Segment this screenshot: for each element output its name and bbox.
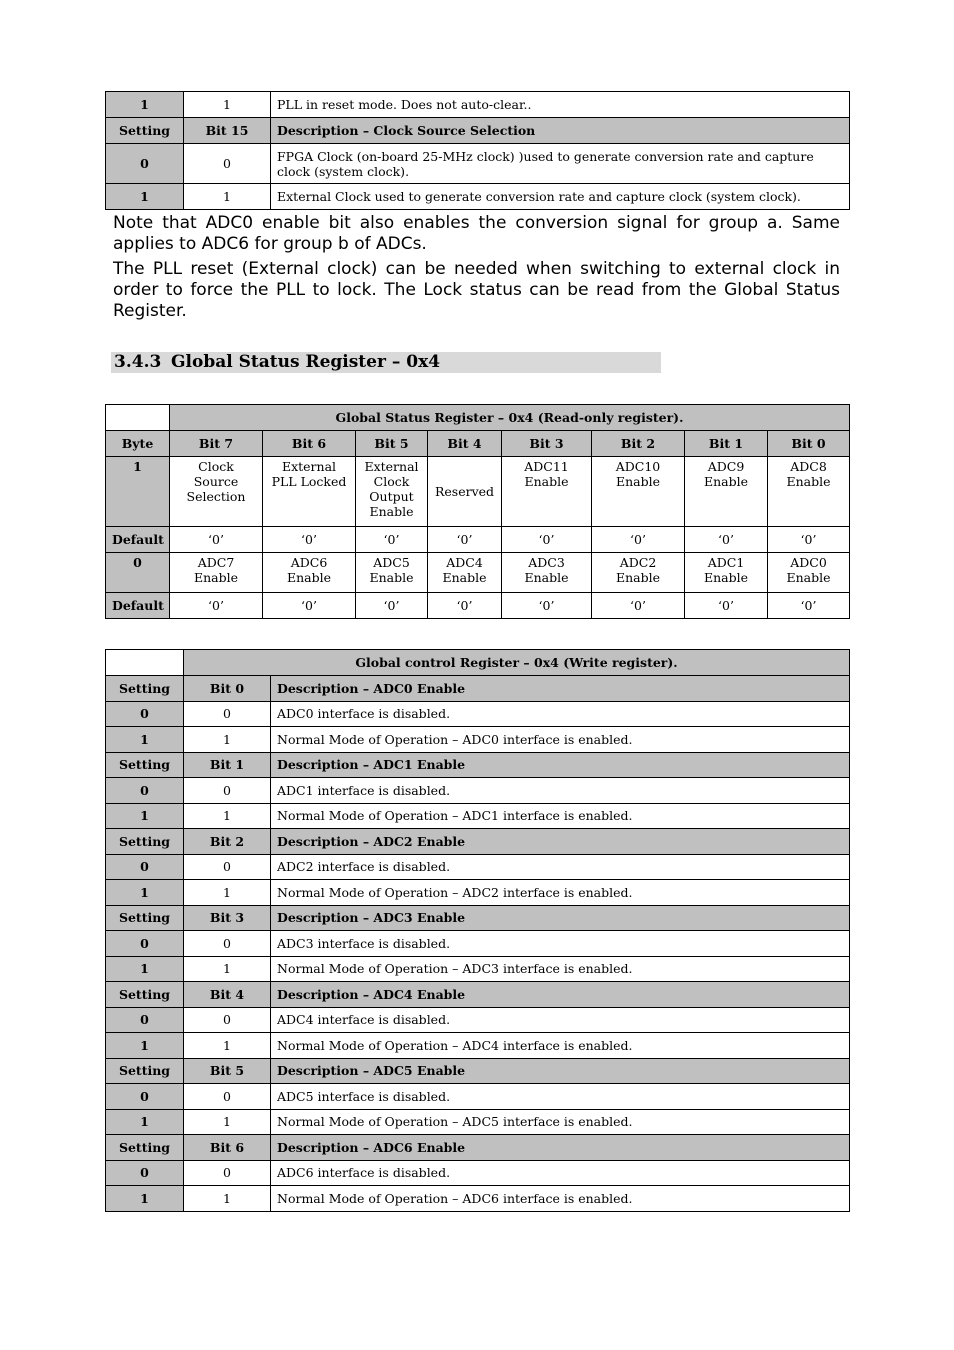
table-row: [106, 880, 850, 906]
column-header: Bit 6: [263, 431, 356, 457]
bit-cell: ‘0’: [170, 527, 263, 553]
table-row: [106, 1160, 850, 1186]
description-cell: Description – ADC5 Enable: [271, 1058, 850, 1084]
table-row: [106, 854, 850, 880]
setting-cell: Setting: [106, 1058, 184, 1084]
description-cell: Normal Mode of Operation – ADC1 interface is enabled.: [271, 803, 850, 829]
setting-cell: Setting: [106, 905, 184, 931]
table-row: [106, 701, 850, 727]
row-label: 1: [106, 457, 170, 527]
note-paragraph-pll-reset: The PLL reset (External clock) can be needed when switching to external clock in order to force the PLL to lock. The Lock status can be read from the Global Status Register.: [113, 259, 840, 321]
global-control-register-table: [105, 649, 850, 1212]
bit-cell: ‘0’: [356, 527, 428, 553]
bit-cell: ‘0’: [768, 527, 850, 553]
bit-cell: ‘0’: [685, 527, 768, 553]
bit-cell: ‘0’: [170, 593, 263, 619]
bit-cell: ‘0’: [263, 593, 356, 619]
description-cell: Normal Mode of Operation – ADC0 interface is enabled.: [271, 727, 850, 753]
bit-value-cell: Bit 1: [184, 752, 271, 778]
table-row: [106, 1007, 850, 1033]
table-row: [106, 1033, 850, 1059]
setting-cell: Setting: [106, 118, 184, 144]
bit-cell: ADC4 Enable: [428, 553, 502, 593]
table-header-row: [106, 982, 850, 1008]
setting-cell: 0: [106, 701, 184, 727]
bit-cell: External Clock Output Enable: [356, 457, 428, 527]
bit-cell: ‘0’: [502, 593, 592, 619]
clock-source-table-body: [106, 92, 850, 210]
setting-cell: Setting: [106, 676, 184, 702]
bit-value-cell: 1: [184, 184, 271, 210]
note-paragraph-adc-enable: Note that ADC0 enable bit also enables the conversion signal for group a. Same applies to ADC6 for group b of ADCs.: [113, 213, 840, 254]
bit-value-cell: 1: [184, 727, 271, 753]
bit-value-cell: 0: [184, 701, 271, 727]
setting-cell: 1: [106, 956, 184, 982]
bit-value-cell: 1: [184, 92, 271, 118]
bit-cell: ADC3 Enable: [502, 553, 592, 593]
table-header-row: [106, 1058, 850, 1084]
description-cell: Normal Mode of Operation – ADC5 interface is enabled.: [271, 1109, 850, 1135]
control-table-title: Global control Register – 0x4 (Write register).: [184, 650, 850, 676]
bit-value-cell: 1: [184, 803, 271, 829]
bit-cell: ADC2 Enable: [592, 553, 685, 593]
bit-cell: ADC8 Enable: [768, 457, 850, 527]
bit-value-cell: 1: [184, 1186, 271, 1212]
description-cell: Description – Clock Source Selection: [271, 118, 850, 144]
setting-cell: 1: [106, 727, 184, 753]
bit-cell: ADC7 Enable: [170, 553, 263, 593]
section-title: Global Status Register – 0x4: [171, 352, 441, 372]
bit-cell: ADC9 Enable: [685, 457, 768, 527]
description-cell: Normal Mode of Operation – ADC2 interface is enabled.: [271, 880, 850, 906]
setting-cell: 1: [106, 803, 184, 829]
bit-cell: Reserved: [428, 457, 502, 527]
description-cell: PLL in reset mode. Does not auto-clear..: [271, 92, 850, 118]
bit-value-cell: Bit 0: [184, 676, 271, 702]
bit-value-cell: 0: [184, 1007, 271, 1033]
description-cell: ADC0 interface is disabled.: [271, 701, 850, 727]
column-header: Bit 2: [592, 431, 685, 457]
setting-cell: 1: [106, 1109, 184, 1135]
table-header-row: [106, 829, 850, 855]
bit-cell: ADC0 Enable: [768, 553, 850, 593]
table-row: [106, 144, 850, 184]
setting-cell: 0: [106, 854, 184, 880]
description-cell: ADC2 interface is disabled.: [271, 854, 850, 880]
table-row: [106, 92, 850, 118]
status-table-header-row: [106, 431, 850, 457]
description-cell: Normal Mode of Operation – ADC6 interface is enabled.: [271, 1186, 850, 1212]
clock-source-table: [105, 91, 850, 210]
table-row: [106, 803, 850, 829]
setting-cell: 0: [106, 144, 184, 184]
bit-cell: External PLL Locked: [263, 457, 356, 527]
column-header: Byte: [106, 431, 170, 457]
description-cell: FPGA Clock (on-board 25-MHz clock) )used to generate conversion rate and capture clock (system clock).: [271, 144, 850, 184]
status-table-default1-row: [106, 527, 850, 553]
table-row: [106, 184, 850, 210]
empty-corner-cell: [106, 405, 170, 431]
description-cell: External Clock used to generate conversion rate and capture clock (system clock).: [271, 184, 850, 210]
status-table-byte1-row: [106, 457, 850, 527]
bit-cell: ADC11 Enable: [502, 457, 592, 527]
setting-cell: 0: [106, 1007, 184, 1033]
description-cell: ADC3 interface is disabled.: [271, 931, 850, 957]
bit-value-cell: Bit 5: [184, 1058, 271, 1084]
setting-cell: Setting: [106, 829, 184, 855]
bit-cell: Clock Source Selection: [170, 457, 263, 527]
description-cell: Description – ADC6 Enable: [271, 1135, 850, 1161]
bit-value-cell: 1: [184, 1033, 271, 1059]
bit-value-cell: Bit 6: [184, 1135, 271, 1161]
empty-corner-cell: [106, 650, 184, 676]
setting-cell: 0: [106, 1160, 184, 1186]
bit-value-cell: 0: [184, 1084, 271, 1110]
setting-cell: 0: [106, 1084, 184, 1110]
setting-cell: 1: [106, 92, 184, 118]
description-cell: Description – ADC4 Enable: [271, 982, 850, 1008]
status-table-title-row: [106, 405, 850, 431]
column-header: Bit 3: [502, 431, 592, 457]
bit-value-cell: 0: [184, 931, 271, 957]
control-table-title-row: [106, 650, 850, 676]
description-cell: Description – ADC0 Enable: [271, 676, 850, 702]
global-status-register-table: [105, 404, 850, 619]
setting-cell: 1: [106, 1186, 184, 1212]
row-label: Default: [106, 593, 170, 619]
bit-value-cell: 1: [184, 1109, 271, 1135]
bit-value-cell: 0: [184, 1160, 271, 1186]
bit-value-cell: Bit 15: [184, 118, 271, 144]
status-table-title: Global Status Register – 0x4 (Read-only register).: [170, 405, 850, 431]
bit-value-cell: Bit 2: [184, 829, 271, 855]
setting-cell: 1: [106, 184, 184, 210]
row-label: 0: [106, 553, 170, 593]
description-cell: Description – ADC3 Enable: [271, 905, 850, 931]
table-row: [106, 727, 850, 753]
table-header-row: [106, 118, 850, 144]
setting-cell: Setting: [106, 752, 184, 778]
bit-value-cell: 0: [184, 854, 271, 880]
bit-value-cell: Bit 3: [184, 905, 271, 931]
setting-cell: 1: [106, 880, 184, 906]
bit-cell: ‘0’: [356, 593, 428, 619]
bit-cell: ‘0’: [768, 593, 850, 619]
setting-cell: 0: [106, 931, 184, 957]
column-header: Bit 0: [768, 431, 850, 457]
bit-cell: ‘0’: [263, 527, 356, 553]
bit-cell: ‘0’: [685, 593, 768, 619]
description-cell: Description – ADC1 Enable: [271, 752, 850, 778]
table-row: [106, 1109, 850, 1135]
setting-cell: Setting: [106, 1135, 184, 1161]
table-header-row: [106, 676, 850, 702]
bit-cell: ‘0’: [592, 527, 685, 553]
description-cell: Description – ADC2 Enable: [271, 829, 850, 855]
column-header: Bit 4: [428, 431, 502, 457]
bit-cell: ADC6 Enable: [263, 553, 356, 593]
description-cell: ADC4 interface is disabled.: [271, 1007, 850, 1033]
description-cell: Normal Mode of Operation – ADC4 interface is enabled.: [271, 1033, 850, 1059]
bit-value-cell: 1: [184, 956, 271, 982]
bit-cell: ADC10 Enable: [592, 457, 685, 527]
bit-cell: ‘0’: [592, 593, 685, 619]
bit-cell: ‘0’: [428, 593, 502, 619]
section-number: 3.4.3: [114, 352, 162, 372]
table-header-row: [106, 1135, 850, 1161]
bit-cell: ADC5 Enable: [356, 553, 428, 593]
table-row: [106, 1186, 850, 1212]
table-row: [106, 931, 850, 957]
description-cell: ADC1 interface is disabled.: [271, 778, 850, 804]
bit-cell: ‘0’: [428, 527, 502, 553]
description-cell: ADC5 interface is disabled.: [271, 1084, 850, 1110]
description-cell: ADC6 interface is disabled.: [271, 1160, 850, 1186]
bit-value-cell: 0: [184, 144, 271, 184]
row-label: Default: [106, 527, 170, 553]
bit-value-cell: 0: [184, 778, 271, 804]
table-row: [106, 1084, 850, 1110]
status-table-byte0-row: [106, 553, 850, 593]
bit-cell: ‘0’: [502, 527, 592, 553]
status-table-default0-row: [106, 593, 850, 619]
bit-cell: ADC1 Enable: [685, 553, 768, 593]
column-header: Bit 7: [170, 431, 263, 457]
column-header: Bit 1: [685, 431, 768, 457]
section-heading: [111, 352, 661, 373]
table-row: [106, 956, 850, 982]
setting-cell: 1: [106, 1033, 184, 1059]
column-header: Bit 5: [356, 431, 428, 457]
setting-cell: 0: [106, 778, 184, 804]
description-cell: Normal Mode of Operation – ADC3 interface is enabled.: [271, 956, 850, 982]
table-row: [106, 778, 850, 804]
bit-value-cell: 1: [184, 880, 271, 906]
table-header-row: [106, 905, 850, 931]
setting-cell: Setting: [106, 982, 184, 1008]
bit-value-cell: Bit 4: [184, 982, 271, 1008]
table-header-row: [106, 752, 850, 778]
